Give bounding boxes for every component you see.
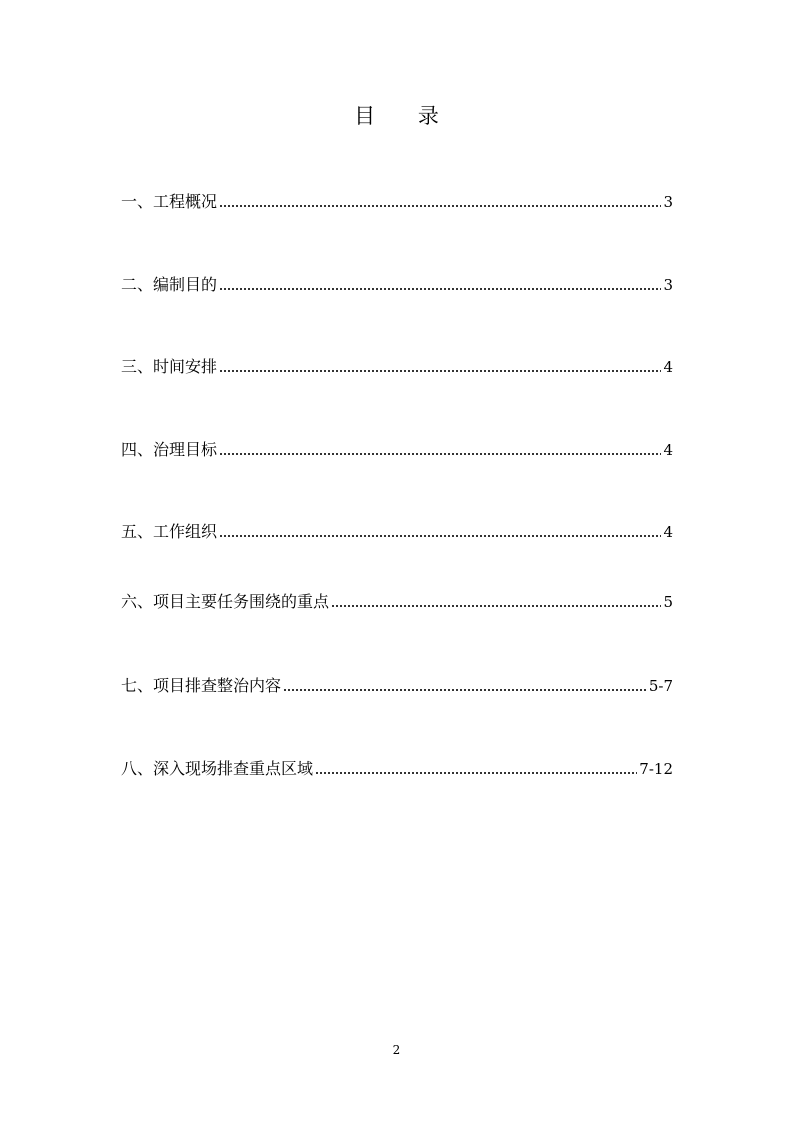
toc-dot-leader [219, 204, 661, 208]
toc-title: 目 录 [354, 104, 457, 128]
toc-dot-leader [283, 688, 647, 692]
toc-entry-page: 5 [663, 593, 673, 611]
toc-entry-text: 六、项目主要任务围绕的重点 [121, 592, 330, 611]
toc-entry[interactable] [121, 520, 673, 544]
toc-entry-text: 一、工程概况 [121, 192, 218, 211]
page-number: 2 [392, 1043, 401, 1057]
toc-dot-leader [315, 771, 637, 775]
toc-entry[interactable] [121, 190, 673, 214]
toc-entry[interactable] [121, 590, 673, 614]
toc-entry-page: 4 [663, 441, 673, 459]
toc-entry-page: 3 [663, 276, 673, 294]
toc-entry[interactable] [121, 438, 673, 462]
toc-entry[interactable] [121, 757, 673, 781]
toc-entry[interactable] [121, 273, 673, 297]
toc-entry[interactable] [121, 674, 673, 698]
toc-entry[interactable] [121, 355, 673, 379]
toc-entry-text: 四、治理目标 [121, 440, 218, 459]
toc-dot-leader [219, 534, 661, 538]
toc-entry-page: 4 [663, 523, 673, 541]
toc-entry-page: 3 [663, 193, 673, 211]
toc-dot-leader [219, 452, 661, 456]
toc-dot-leader [219, 369, 661, 373]
toc-entry-text: 七、项目排查整治内容 [121, 676, 282, 695]
toc-entry-text: 二、编制目的 [121, 275, 218, 294]
toc-entry-text: 八、深入现场排查重点区域 [121, 759, 314, 778]
toc-dot-leader [219, 287, 661, 291]
toc-entry-text: 三、时间安排 [121, 357, 218, 376]
toc-entry-page: 4 [663, 358, 673, 376]
toc-entry-page: 7-12 [639, 760, 673, 778]
toc-entry-page: 5-7 [648, 677, 673, 695]
toc-entry-text: 五、工作组织 [121, 522, 218, 541]
toc-dot-leader [331, 604, 661, 608]
